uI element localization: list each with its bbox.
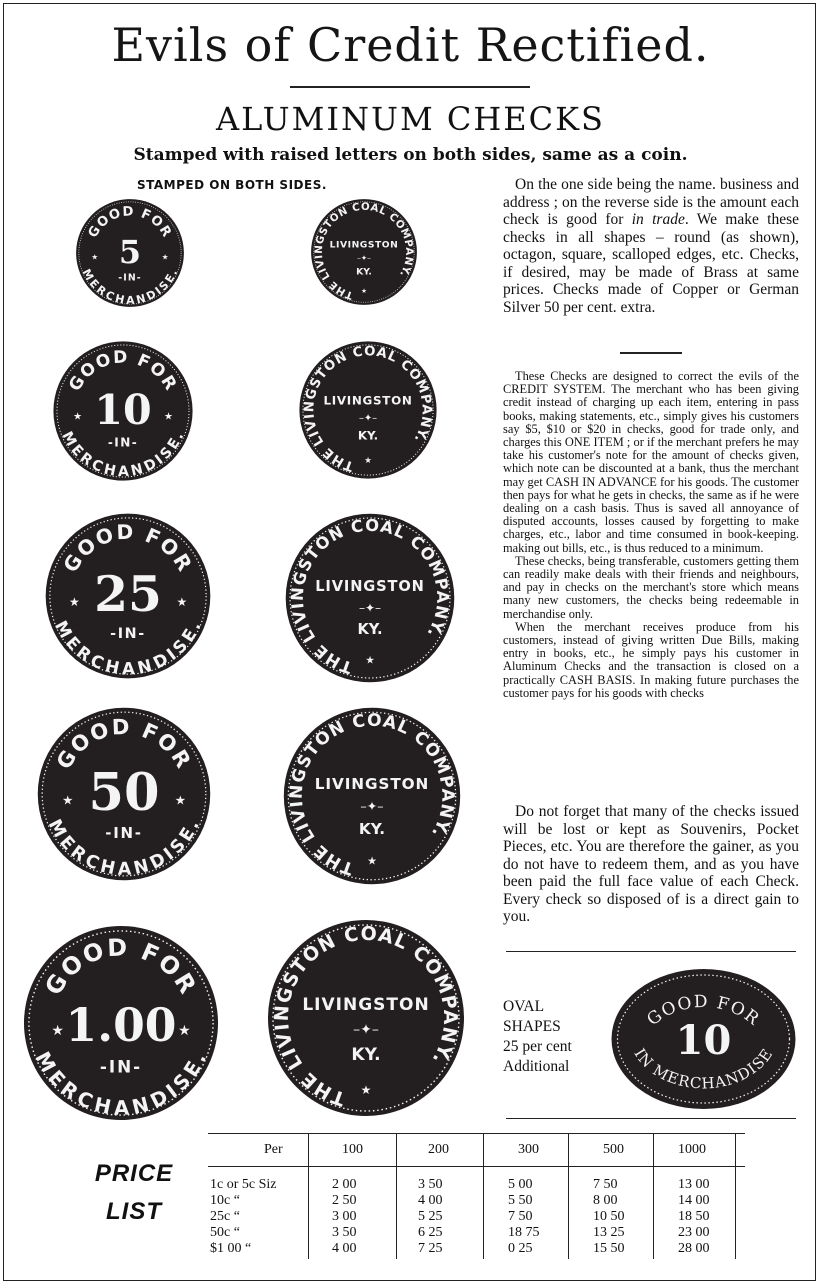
page-title: Evils of Credit Rectified. [111, 18, 710, 72]
table-price-cell: 4 00 [418, 1193, 443, 1208]
table-size-cell: 10c “ [210, 1193, 240, 1208]
table-price-cell: 6 25 [418, 1225, 443, 1240]
table-price-cell: 13 00 [678, 1177, 710, 1192]
coin-in-text: -IN- [110, 626, 146, 642]
check-front-2 [44, 512, 212, 680]
coin-good-for-text: GOOD FOR [58, 519, 198, 577]
table-size-cell: 50c “ [210, 1225, 240, 1240]
table-price-cell: 13 25 [593, 1225, 625, 1240]
star-icon: ★ [361, 287, 367, 296]
coin-merchandise-text: MERCHANDISE. [30, 1048, 212, 1120]
body-paragraphs [503, 370, 799, 700]
table-price-cell: 3 50 [418, 1177, 443, 1192]
check-back-svg [284, 512, 456, 684]
oval-divider-top [506, 951, 796, 952]
title-divider [290, 86, 530, 88]
souvenir-paragraph: Do not forget that many of the checks issued will be lost or kept as Souvenirs, Pocket Pieces, etc. You are therefore the gainer, as you do not have to redeem them, and as you have been paid the full face value of each Check. Every check so disposed of is a direct gain to you. [503, 803, 799, 925]
price-label-line-1: PRICE [94, 1160, 174, 1187]
table-price-cell: 3 00 [332, 1209, 357, 1224]
check-back-svg [298, 340, 438, 480]
check-back-svg [282, 706, 462, 886]
coin-state-text: KY. [357, 428, 379, 443]
table-header-rule [208, 1166, 745, 1167]
star-icon: ★ [178, 1022, 191, 1039]
coin-state-text: KY. [357, 621, 383, 639]
coin-town-text: LIVINGSTON [323, 393, 413, 408]
coin-company-ring-text: THE LIVINGSTON COAL COMPANY. [302, 344, 434, 474]
table-price-cell: 5 00 [508, 1177, 533, 1192]
star-icon: ★ [163, 411, 173, 423]
coin-denomination-text: 1.00 [65, 997, 177, 1052]
price-list-label [84, 1155, 184, 1231]
oval-check-svg [610, 968, 797, 1110]
coin-state-text: KY. [351, 1045, 381, 1065]
table-column-rule [735, 1133, 736, 1259]
star-icon: ★ [73, 411, 83, 423]
coin-denomination-text: 50 [88, 762, 160, 823]
coin-merchandise-text: MERCHANDISE. [43, 816, 205, 880]
star-icon: ★ [367, 854, 377, 868]
star-icon: ★ [176, 595, 188, 610]
table-header-100: 100 [342, 1142, 363, 1157]
table-price-cell: 28 00 [678, 1241, 710, 1256]
table-price-cell: 7 50 [508, 1209, 533, 1224]
intro-text-a: On the one side being the name. business and address ; on the reverse side is the amount each check is good for [503, 176, 799, 228]
table-price-cell: 10 50 [593, 1209, 625, 1224]
coin-good-for-text: GOOD FOR [65, 347, 181, 395]
section-divider [620, 352, 682, 354]
coin-merchandise-text: MERCHANDISE. [51, 617, 206, 679]
oval-shapes-note [503, 997, 572, 1077]
check-back-svg [266, 918, 466, 1118]
coin-denomination-text: 25 [94, 566, 162, 624]
check-front-1 [52, 340, 194, 482]
table-size-cell: 25c “ [210, 1209, 240, 1224]
star-icon: ★ [62, 793, 74, 808]
table-price-cell: 5 25 [418, 1209, 443, 1224]
star-icon: ★ [360, 1083, 372, 1097]
ornament-icon: –✦– [358, 413, 378, 425]
table-size-cell: 1c or 5c Siz [210, 1177, 277, 1192]
oval-line-2: SHAPES [503, 1018, 561, 1035]
coin-in-text: -IN- [118, 272, 142, 284]
coin-company-ring-text: THE LIVINGSTON COAL COMPANY. [286, 710, 458, 879]
table-price-cell: 5 50 [508, 1193, 533, 1208]
table-price-cell: 15 50 [593, 1241, 625, 1256]
coin-company-ring-text: THE LIVINGSTON COAL COMPANY. [287, 515, 453, 678]
oval-top-text: GOOD FOR [643, 991, 764, 1031]
oval-check-image [610, 968, 797, 1110]
price-label-line-2: LIST [106, 1198, 162, 1225]
table-price-cell: 3 50 [332, 1225, 357, 1240]
table-price-cell: 7 25 [418, 1241, 443, 1256]
table-price-cell: 18 50 [678, 1209, 710, 1224]
coin-in-text: -IN- [99, 1056, 143, 1077]
table-price-cell: 2 00 [332, 1177, 357, 1192]
coin-town-text: LIVINGSTON [329, 239, 399, 251]
oval-line-3: 25 per cent [503, 1038, 572, 1055]
coin-town-text: LIVINGSTON [315, 578, 425, 596]
check-front-3 [36, 706, 212, 882]
coin-company-ring-text: THE LIVINGSTON COAL COMPANY. [270, 922, 462, 1110]
table-header-200: 200 [428, 1142, 449, 1157]
table-column-rule [653, 1133, 654, 1259]
coin-company-ring-text: THE LIVINGSTON COAL COMPANY. [312, 200, 416, 302]
coin-town-text: LIVINGSTON [314, 774, 430, 793]
star-icon: ★ [365, 654, 375, 667]
coin-in-text: -IN- [107, 435, 139, 450]
table-price-cell: 8 00 [593, 1193, 618, 1208]
check-back-0 [310, 198, 418, 306]
star-icon: ★ [364, 455, 372, 466]
ornament-icon: –✦– [357, 253, 371, 263]
transferable-paragraph: These checks, being transferable, customers getting them can readily make deals with their friends and neighbours, and pay in checks on the merchant's store which means many new customers, the checks being redeemable in merchandise only. [503, 553, 799, 621]
table-header-per: Per [264, 1142, 283, 1157]
table-price-cell: 23 00 [678, 1225, 710, 1240]
star-icon: ★ [91, 252, 99, 262]
table-price-cell: 18 75 [508, 1225, 540, 1240]
price-table [208, 1133, 748, 1259]
table-price-cell: 14 00 [678, 1193, 710, 1208]
check-front-svg [75, 198, 185, 308]
coin-merchandise-text: MERCHANDISE. [58, 428, 188, 481]
table-header-500: 500 [603, 1142, 624, 1157]
check-back-svg [310, 198, 418, 306]
check-front-0 [75, 198, 185, 308]
check-front-svg [36, 706, 212, 882]
check-front-svg [44, 512, 212, 680]
oval-line-1: OVAL [503, 998, 545, 1015]
oval-value-text: 10 [675, 1017, 732, 1064]
star-icon: ★ [161, 252, 169, 262]
table-column-rule [568, 1133, 569, 1259]
check-back-2 [284, 512, 456, 684]
tagline: Stamped with raised letters on both sides, same as a coin. [133, 145, 688, 165]
check-front-svg [52, 340, 194, 482]
coin-good-for-text: GOOD FOR [85, 204, 175, 241]
star-icon: ★ [174, 793, 186, 808]
coin-in-text: -IN- [105, 824, 143, 842]
table-price-cell: 2 50 [332, 1193, 357, 1208]
table-price-cell: 4 00 [332, 1241, 357, 1256]
table-column-rule [396, 1133, 397, 1259]
check-back-1 [298, 340, 438, 480]
check-front-4 [22, 924, 220, 1122]
check-front-svg [22, 924, 220, 1122]
produce-paragraph: When the merchant receives produce from his customers, instead of giving written Due Bills, making entry in books, etc., he simply pays his customer in Aluminum Checks and the transaction is closed on a practically CASH BASIS. In making future purchases the customer pays for his goods with checks [503, 619, 799, 700]
star-icon: ★ [68, 595, 80, 610]
table-header-300: 300 [518, 1142, 539, 1157]
intro-text-b: . We make these checks in all shapes – round (as shown), octagon, square, scalloped edges, etc. Checks, if desired, may be made of Brass at same prices. Checks made of Copper or German Silver 50 per cent. extra. [503, 211, 799, 316]
check-back-3 [282, 706, 462, 886]
intro-paragraph [503, 176, 799, 316]
ornament-icon: –✦– [358, 600, 382, 615]
credit-system-paragraph: These Checks are designed to correct the evils of the CREDIT SYSTEM. The merchant who has been giving credit instead of charging up each item, entering in pass books, making statements, etc., simply gives his customers say $5, $10 or $20 in checks, good for trade only, and charges this ONE ITEM ; or if the merchant prefers he may take his customer's note for the amount of checks given, which note can be discounted at a bank, thus the merchant may get CASH IN ADVANCE for his goods. The customer then pays for what he gets in checks, the same as if he were dealing on a cash basis. Thus is saved all annoyance of disputed accounts, losses caused by forgetting to make charges, etc., labor and time consumed in book-keeping. making out bills, etc., is thus reduced to a minimum. [503, 369, 799, 555]
subtitle: ALUMINUM CHECKS [216, 100, 605, 138]
table-top-rule [208, 1133, 745, 1134]
coin-good-for-text: GOOD FOR [39, 933, 203, 1001]
coin-town-text: LIVINGSTON [302, 995, 430, 1015]
oval-line-4: Additional [503, 1058, 570, 1075]
price-divider [506, 1118, 796, 1119]
coin-merchandise-text: MERCHANDISE. [79, 266, 181, 307]
star-icon: ★ [51, 1022, 64, 1039]
table-price-cell: 7 50 [593, 1177, 618, 1192]
ornament-icon: –✦– [360, 798, 384, 814]
coin-state-text: KY. [358, 819, 386, 838]
coin-state-text: KY. [356, 266, 372, 278]
table-column-rule [483, 1133, 484, 1259]
table-price-cell: 0 25 [508, 1241, 533, 1256]
table-header-1000: 1000 [678, 1142, 706, 1157]
oval-bottom-text: IN MERCHANDISE [630, 1044, 777, 1093]
coin-denomination-text: 5 [118, 232, 142, 271]
coin-denomination-text: 10 [94, 384, 152, 434]
stamped-label: STAMPED ON BOTH SIDES. [137, 178, 327, 192]
table-column-rule [308, 1133, 309, 1259]
coin-good-for-text: GOOD FOR [50, 713, 198, 774]
table-size-cell: $1 00 “ [210, 1241, 252, 1256]
intro-text-em: in trade [631, 211, 685, 228]
ornament-icon: –✦– [353, 1022, 379, 1038]
check-back-4 [266, 918, 466, 1118]
